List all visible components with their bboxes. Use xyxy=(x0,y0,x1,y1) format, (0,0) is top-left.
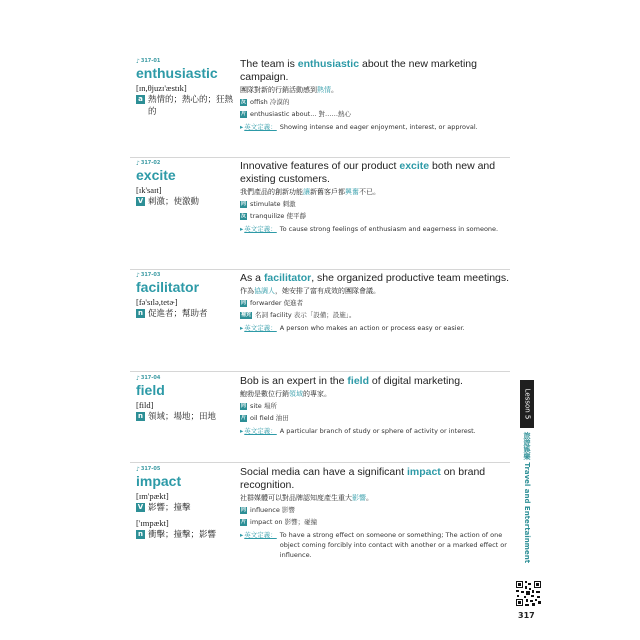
headword: field xyxy=(136,382,165,398)
relation: 反 offish 冷漠的 xyxy=(241,98,290,106)
sense-meaning: 影響；撞擊 xyxy=(148,503,191,513)
qr-code-icon[interactable] xyxy=(515,580,542,607)
arrow-icon: ▸ xyxy=(240,531,244,539)
pos-badge: a xyxy=(136,95,145,104)
sense xyxy=(136,502,236,514)
entry-body xyxy=(240,375,515,436)
music-note-icon: ♪ xyxy=(136,466,140,473)
pronunciation: [ɪm'pækt] xyxy=(136,491,169,501)
english-definition: ▸ 英文定義： A particular branch of study or sphere of activity or interest. xyxy=(240,427,476,435)
relation: 反 tranquilize 使平靜 xyxy=(241,212,306,220)
relation: 片 impact on 影響；碰撞 xyxy=(241,518,318,526)
relation: 同 stimulate 刺激 xyxy=(241,200,296,208)
arrow-icon: ▸ xyxy=(240,324,244,332)
arrow-icon: ▸ xyxy=(240,225,244,233)
divider xyxy=(130,157,510,158)
divider xyxy=(130,269,510,270)
english-definition: ▸ 英文定義： A person who makes an action or process easy or easier. xyxy=(240,324,465,332)
relation: 片 enthusiastic about... 對……熱心 xyxy=(241,110,351,118)
relation: 補充 名詞 facility 表示「設備；設施」。 xyxy=(241,311,356,319)
english-definition: ▸ 英文定義： To cause strong feelings of enthusiasm and eagerness in someone. xyxy=(240,225,499,233)
pronunciation: [fə'sɪlə,tetɚ] xyxy=(136,297,178,307)
pos-badge: V xyxy=(137,503,144,511)
pronunciation: [fild] xyxy=(136,400,154,410)
english-definition: ▸ 英文定義： To have a strong effect on someone or something; The action of one object coming forcibly into contact with another or a marked effect or influence. xyxy=(240,531,507,559)
relation-tag: 同 xyxy=(241,201,247,207)
divider xyxy=(130,462,510,463)
entry-body xyxy=(240,160,515,234)
relation: 同 forwarder 促進者 xyxy=(241,299,304,307)
entry-header xyxy=(136,466,236,541)
sense xyxy=(136,196,236,208)
pos-badge: n xyxy=(136,412,145,421)
entry-header xyxy=(136,58,236,118)
headword: impact xyxy=(136,473,182,489)
arrow-icon: ▸ xyxy=(240,123,244,131)
music-note-icon: ♪ xyxy=(136,375,140,382)
example-zh: 鮑勃是數位行銷領域的專家。 xyxy=(240,390,331,398)
sense xyxy=(136,411,236,423)
example-en: Innovative features of our product excite both new and existing customers. xyxy=(240,160,496,185)
entry-header xyxy=(136,375,236,423)
entry-code: 317-01 xyxy=(140,58,161,64)
sense xyxy=(136,308,236,320)
example-en: Bob is an expert in the field of digital marketing. xyxy=(240,375,463,387)
sense xyxy=(136,94,236,118)
relation-tag: 同 xyxy=(241,507,247,513)
example-zh: 作為協調人，她安排了富有成效的團隊會議。 xyxy=(240,287,380,295)
pronunciation: [ɪn,θjuzɪ'æstɪk] xyxy=(136,83,187,93)
pos-badge: n xyxy=(136,530,145,539)
example-zh: 我們產品的創新功能讓新舊客戶都興奮不已。 xyxy=(240,188,380,196)
sense-meaning: 衝擊；撞擊；影響 xyxy=(148,530,217,540)
divider xyxy=(130,371,510,372)
relation: 同 influence 影響 xyxy=(241,506,295,514)
entry-body xyxy=(240,272,515,333)
relation: 同 site 場所 xyxy=(241,402,277,410)
pos-badge: n xyxy=(136,309,145,318)
entry-code: 317-03 xyxy=(140,272,161,278)
relation-tag: 反 xyxy=(241,213,247,219)
sense xyxy=(136,529,236,541)
relation: 片 oil field 油田 xyxy=(241,414,289,422)
relation-tag: 同 xyxy=(241,300,247,306)
relation-tag: 補充 xyxy=(241,312,252,318)
relation-tag: 片 xyxy=(241,111,247,117)
entry-body xyxy=(240,466,515,560)
music-note-icon: ♪ xyxy=(136,160,140,167)
chapter-title: 旅遊娛樂 Travel and Entertainment xyxy=(523,432,531,564)
entry-code: 317-05 xyxy=(140,466,161,472)
relation-tag: 同 xyxy=(241,403,247,409)
example-zh: 社群媒體可以對品牌認知度產生重大影響。 xyxy=(240,494,373,502)
example-en: Social media can have a significant impact on brand recognition. xyxy=(240,466,486,491)
entry-body xyxy=(240,58,515,132)
pos-badge: V xyxy=(137,197,144,205)
sense-meaning: 促進者；幫助者 xyxy=(148,309,208,319)
entry-code: 317-04 xyxy=(140,375,161,381)
entry-header xyxy=(136,160,236,208)
headword: enthusiastic xyxy=(136,65,218,81)
relation-tag: 片 xyxy=(241,519,247,525)
music-note-icon: ♪ xyxy=(136,58,140,65)
headword: excite xyxy=(136,167,176,183)
entry-header xyxy=(136,272,236,320)
relation-tag: 反 xyxy=(241,99,247,105)
pronunciation: [ɪk'saɪt] xyxy=(136,185,162,195)
sense-meaning: 熱情的；熱心的；狂熱的 xyxy=(148,95,234,117)
sense-meaning: 領域；場地；田地 xyxy=(148,412,217,422)
pronunciation-alt: ['ɪmpækt] xyxy=(136,518,169,528)
example-en: The team is enthusiastic about the new marketing campaign. xyxy=(240,58,477,83)
relation-tag: 片 xyxy=(241,415,247,421)
arrow-icon: ▸ xyxy=(240,427,244,435)
english-definition: ▸ 英文定義： Showing intense and eager enjoyment, interest, or approval. xyxy=(240,123,478,131)
example-en: As a facilitator, she organized productive team meetings. xyxy=(240,272,510,284)
lesson-label: Lesson 5 xyxy=(523,388,531,420)
sense-meaning: 刺激；使激動 xyxy=(148,197,200,207)
music-note-icon: ♪ xyxy=(136,272,140,279)
example-zh: 團隊對新的行銷活動感到熱情。 xyxy=(240,86,338,94)
page-number: 317 xyxy=(518,611,535,620)
headword: facilitator xyxy=(136,279,200,295)
entry-code: 317-02 xyxy=(140,160,161,166)
